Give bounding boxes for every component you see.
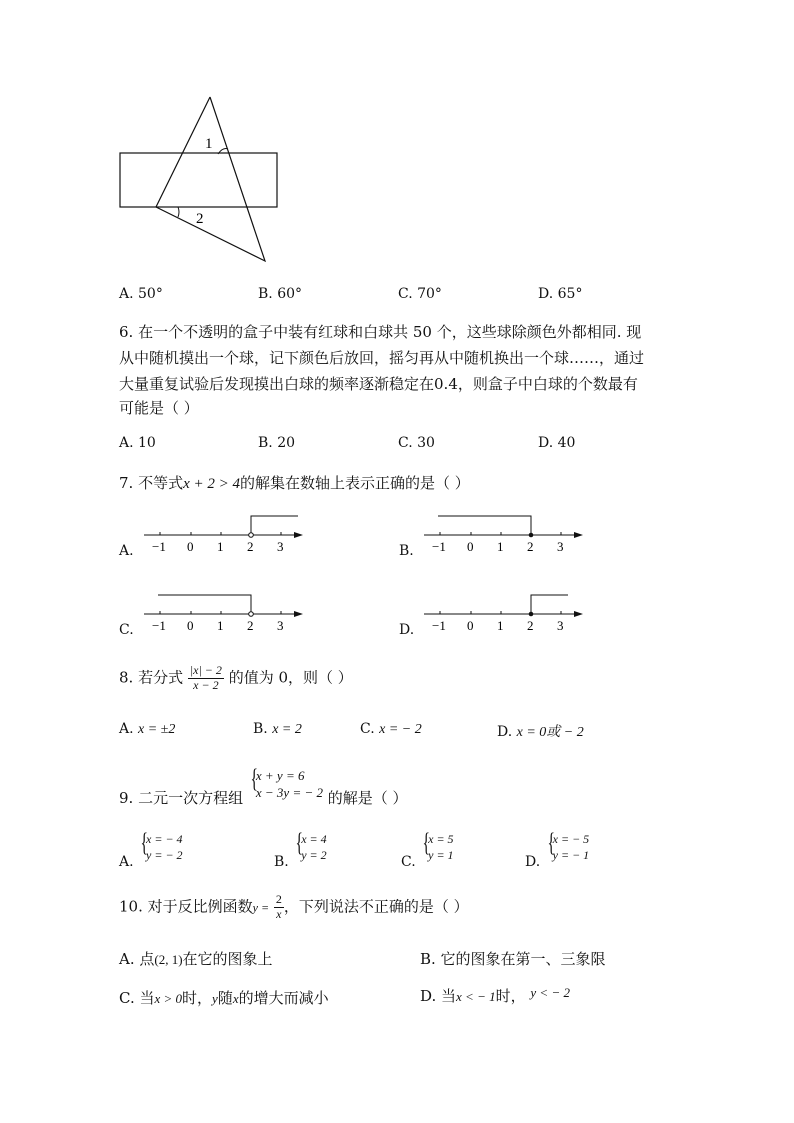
q5-option-d[interactable]: D. 65° — [538, 286, 583, 302]
q9-suffix: 的解是（ ） — [327, 788, 408, 807]
option-expr: x = ±2 — [138, 722, 176, 737]
q6-line-1: 6. 在一个不透明的盒子中装有红球和白球共 50 个，这些球除颜色外都相同. 现 — [119, 323, 642, 341]
q10-option-c[interactable] — [119, 987, 329, 1008]
q6-line-2: 从中随机摸出一个球，记下颜色后放回，摇匀再从中随机换出一个球……，通过 — [119, 349, 645, 367]
q9-prefix: 9. 二元一次方程组 — [119, 788, 244, 807]
q8-numerator: |x| − 2 — [189, 663, 222, 677]
system-row: y = 2 — [301, 847, 327, 862]
q7-option-c-label[interactable]: C. — [119, 622, 134, 638]
q6-option-a[interactable]: A. 10 — [119, 435, 156, 451]
q9-option-b[interactable] — [274, 828, 327, 870]
option-text: C. 当 — [119, 989, 155, 1007]
q9-stem — [119, 764, 408, 807]
option-expr: x = − 2 — [379, 722, 422, 737]
tick-label: 1 — [497, 618, 504, 633]
option-expr: x = 2 — [272, 722, 302, 737]
option-label: B. — [253, 721, 268, 737]
q8-option-c[interactable] — [360, 721, 422, 738]
q10-option-d[interactable] — [420, 985, 570, 1006]
q10-stem — [119, 893, 469, 922]
tick-label: 0 — [467, 539, 474, 554]
option-text: 时， — [182, 989, 213, 1007]
option-text: 随 — [217, 989, 233, 1007]
tick-label: 0 — [187, 618, 194, 633]
q9-option-d[interactable] — [525, 828, 590, 870]
tick-label: 2 — [527, 618, 534, 633]
tick-label: 1 — [217, 618, 224, 633]
q10-prefix: 10. 对于反比例函数 — [119, 897, 253, 916]
q8-option-d[interactable] — [497, 721, 584, 741]
q7-option-a-label[interactable]: A. — [119, 543, 134, 559]
tick-label: 3 — [277, 539, 284, 554]
q8-suffix: 的值为 0，则（ ） — [228, 668, 353, 687]
option-system: { x = − 5 y = − 1 — [547, 828, 590, 862]
q9-equation-2: x − 3y = − 2 — [255, 784, 323, 800]
q9-equation-1: x + y = 6 — [255, 768, 305, 783]
system-row: y = − 1 — [552, 847, 590, 862]
option-text: 的增大而减小 — [238, 989, 329, 1007]
number-line-c[interactable] — [140, 584, 310, 634]
triangle — [156, 97, 265, 261]
tick-label: 2 — [527, 539, 534, 554]
q6-option-b[interactable]: B. 20 — [258, 435, 296, 451]
system-row: x = − 5 — [552, 832, 590, 846]
angle-2-arc — [178, 207, 179, 217]
option-label: C. — [360, 721, 375, 737]
q9-equation-system: { x + y = 6 x − 3y = − 2 — [250, 764, 323, 800]
tick-label: 3 — [557, 618, 564, 633]
option-system: { x = − 4 y = − 2 — [140, 828, 183, 862]
system-row: x = − 4 — [146, 832, 183, 846]
option-label: A. — [119, 853, 134, 870]
rectangle-strip — [120, 153, 277, 207]
tick-label: 0 — [187, 539, 194, 554]
option-system: { x = 4 y = 2 — [295, 828, 327, 862]
point-coordinate: (2, 1) — [154, 952, 183, 967]
tick-label: 1 — [497, 539, 504, 554]
q6-line-3: 大量重复试验后发现摸出白球的频率逐渐稳定在0.4，则盒子中白球的个数最有 — [119, 375, 638, 393]
tick-label: 3 — [277, 618, 284, 633]
option-text: D. 当 — [420, 987, 457, 1005]
q6-line-4: 可能是（ ） — [119, 399, 199, 417]
option-text: A. 点 — [119, 950, 155, 968]
tick-label: −1 — [432, 539, 446, 554]
tick-label: 3 — [557, 539, 564, 554]
result-expr: y < − 2 — [530, 985, 570, 1000]
q7-prefix: 7. 不等式 — [119, 474, 184, 492]
q10-suffix: ，下列说法不正确的是（ ） — [283, 897, 469, 916]
q8-option-b[interactable] — [253, 721, 302, 738]
q10-denominator: x — [276, 906, 282, 921]
q5-figure — [110, 90, 290, 270]
q10-option-b[interactable]: B. 它的图象在第一、三象限 — [420, 950, 606, 968]
tick-label: 2 — [247, 539, 254, 554]
tick-label: −1 — [152, 618, 166, 633]
q7-stem — [119, 472, 470, 493]
tick-label: −1 — [432, 618, 446, 633]
q7-option-b-label[interactable]: B. — [399, 543, 414, 559]
q10-lhs: y = — [252, 900, 270, 915]
q9-option-a[interactable] — [119, 828, 183, 870]
variable-x: x — [232, 991, 239, 1006]
tick-label: 1 — [217, 539, 224, 554]
q7-option-d-label[interactable]: D. — [399, 622, 415, 638]
q8-prefix: 8. 若分式 — [119, 668, 184, 687]
variable-y: y — [212, 991, 218, 1006]
q9-option-c[interactable] — [401, 828, 454, 870]
option-text: 时， — [495, 987, 526, 1005]
condition-expr: x > 0 — [154, 991, 183, 1006]
q5-option-c[interactable]: C. 70° — [398, 286, 442, 302]
angle-2-label: 2 — [196, 211, 204, 227]
system-row: x = 5 — [428, 832, 454, 846]
number-line-d[interactable] — [420, 584, 590, 634]
q8-stem — [119, 664, 353, 693]
system-row: x = 4 — [301, 832, 327, 846]
option-label: D. — [525, 853, 541, 870]
q8-fraction — [188, 664, 224, 693]
tick-label: −1 — [152, 539, 166, 554]
q6-option-c[interactable]: C. 30 — [398, 435, 435, 451]
q10-option-a[interactable] — [119, 948, 273, 969]
q10-fraction — [274, 893, 284, 922]
number-line-a[interactable] — [140, 505, 310, 555]
q8-option-a[interactable] — [119, 721, 175, 738]
option-label: D. — [497, 724, 513, 740]
system-row: y = 1 — [428, 847, 454, 862]
option-label: B. — [274, 853, 289, 870]
angle-1-label: 1 — [205, 136, 213, 152]
condition-expr: x < − 1 — [456, 989, 496, 1004]
option-label: A. — [119, 721, 134, 737]
q5-option-b[interactable]: B. 60° — [258, 286, 303, 302]
option-expr: x = 0或 − 2 — [516, 725, 584, 740]
tick-label: 0 — [467, 618, 474, 633]
q6-option-d[interactable]: D. 40 — [538, 435, 576, 451]
q7-inequality: x + 2 > 4 — [183, 476, 240, 492]
q10-numerator: 2 — [275, 892, 282, 906]
q7-suffix: 的解集在数轴上表示正确的是（ ） — [240, 474, 470, 492]
tick-label: 2 — [247, 618, 254, 633]
option-system: { x = 5 y = 1 — [422, 828, 454, 862]
option-label: C. — [401, 853, 416, 870]
system-row: y = − 2 — [146, 847, 183, 862]
number-line-b[interactable] — [420, 505, 590, 555]
q8-denominator: x − 2 — [193, 677, 219, 692]
q5-option-a[interactable]: A. 50° — [119, 286, 163, 302]
option-text: 在它的图象上 — [182, 950, 273, 968]
